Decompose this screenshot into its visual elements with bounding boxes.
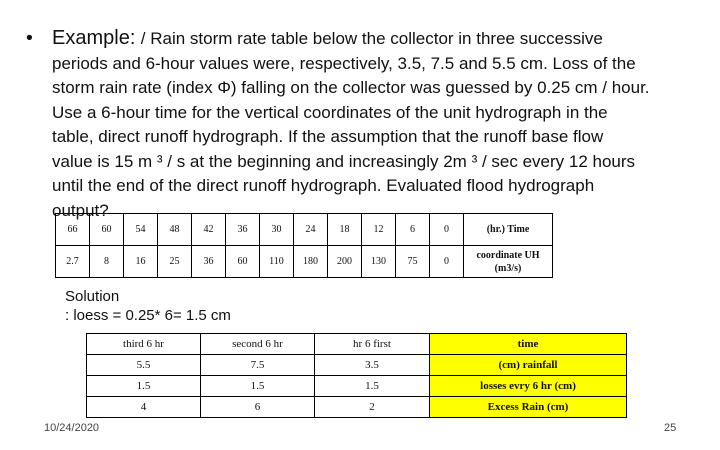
example-text-block (26, 26, 706, 223)
table-cell: 0 (430, 214, 464, 246)
row-label-highlight: Excess Rain (cm) (430, 397, 627, 418)
table-cell: 200 (328, 246, 362, 278)
table-cell: 0 (430, 246, 464, 278)
table-cell: 12 (362, 214, 396, 246)
footer-date: 10/24/2020 (44, 422, 100, 434)
table-cell: 1.5 (87, 376, 201, 397)
table-cell: 60 (90, 214, 124, 246)
example-line-7: until the end of the direct runoff hydrograph. Evaluated flood hydrograph (52, 176, 595, 195)
table-cell: 7.5 (201, 355, 315, 376)
table-cell: 60 (226, 246, 260, 278)
table-cell: 54 (124, 214, 158, 246)
time-row-label: (hr.) Time (464, 214, 553, 246)
example-line-6: value is 15 m ³ / s at the beginning and increasingly 2m ³ / sec every 12 hours (52, 151, 636, 171)
table-row (87, 397, 627, 418)
table-cell: 4 (87, 397, 201, 418)
table-cell: 66 (56, 214, 90, 246)
example-line-5: table, direct runoff hydrograph. If the assumption that the runoff base flow (52, 127, 604, 146)
example-label: Example: (52, 27, 136, 49)
example-line-2: periods and 6-hour values were, respectively, 3.5, 7.5 and 5.5 cm. Loss of the (52, 53, 636, 73)
table-cell: 75 (396, 246, 430, 278)
table-cell: 36 (226, 214, 260, 246)
row-label-highlight: losses evry 6 hr (cm) (430, 376, 627, 397)
table-cell: 2 (315, 397, 430, 418)
example-first-line (26, 26, 706, 52)
uh-row-label (464, 246, 553, 278)
table-cell: 36 (192, 246, 226, 278)
table-cell: 5.5 (87, 355, 201, 376)
table-cell: 1.5 (315, 376, 430, 397)
header-cell: hr 6 first (315, 334, 430, 355)
table-row (56, 246, 553, 278)
table-cell: 24 (294, 214, 328, 246)
example-line-8: output? (52, 200, 109, 220)
table-cell: 1.5 (201, 376, 315, 397)
table-cell: 6 (396, 214, 430, 246)
table-row (56, 214, 553, 246)
table-cell: 48 (158, 214, 192, 246)
table-cell: 180 (294, 246, 328, 278)
example-line-4: Use a 6-hour time for the vertical coordinates of the unit hydrograph in the (52, 102, 608, 122)
table-cell: 16 (124, 246, 158, 278)
table-cell: 42 (192, 214, 226, 246)
table-cell: 130 (362, 246, 396, 278)
header-cell-highlight: time (430, 334, 627, 355)
table-cell: 2.7 (56, 246, 90, 278)
table-cell: 30 (260, 214, 294, 246)
page-number: 25 (664, 422, 677, 434)
solution-block (65, 287, 231, 325)
table-row (87, 355, 627, 376)
row-label-highlight: (cm) rainfall (430, 355, 627, 376)
uh-label-line-1: coordinate UH (476, 249, 540, 261)
table-cell: 25 (158, 246, 192, 278)
table-cell: 110 (260, 246, 294, 278)
header-cell: third 6 hr (87, 334, 201, 355)
bullet-icon: • (26, 27, 33, 49)
table-cell: 8 (90, 246, 124, 278)
solution-title: Solution (65, 288, 120, 305)
example-line-3: storm rain rate (index Φ) falling on the collector was guessed by 0.25 cm / hour. (52, 78, 650, 97)
unit-hydrograph-table (55, 213, 553, 278)
rainfall-table (86, 333, 627, 418)
solution-loss-line: : loess = 0.25* 6= 1.5 cm (65, 307, 231, 324)
table-header-row (87, 334, 627, 355)
table-cell: 18 (328, 214, 362, 246)
example-line-1: / Rain storm rate table below the collector in three successive (140, 29, 603, 48)
table-row (87, 376, 627, 397)
table-cell: 3.5 (315, 355, 430, 376)
uh-label-line-2: (m3/s) (494, 262, 522, 274)
header-cell: second 6 hr (201, 334, 315, 355)
table-cell: 6 (201, 397, 315, 418)
